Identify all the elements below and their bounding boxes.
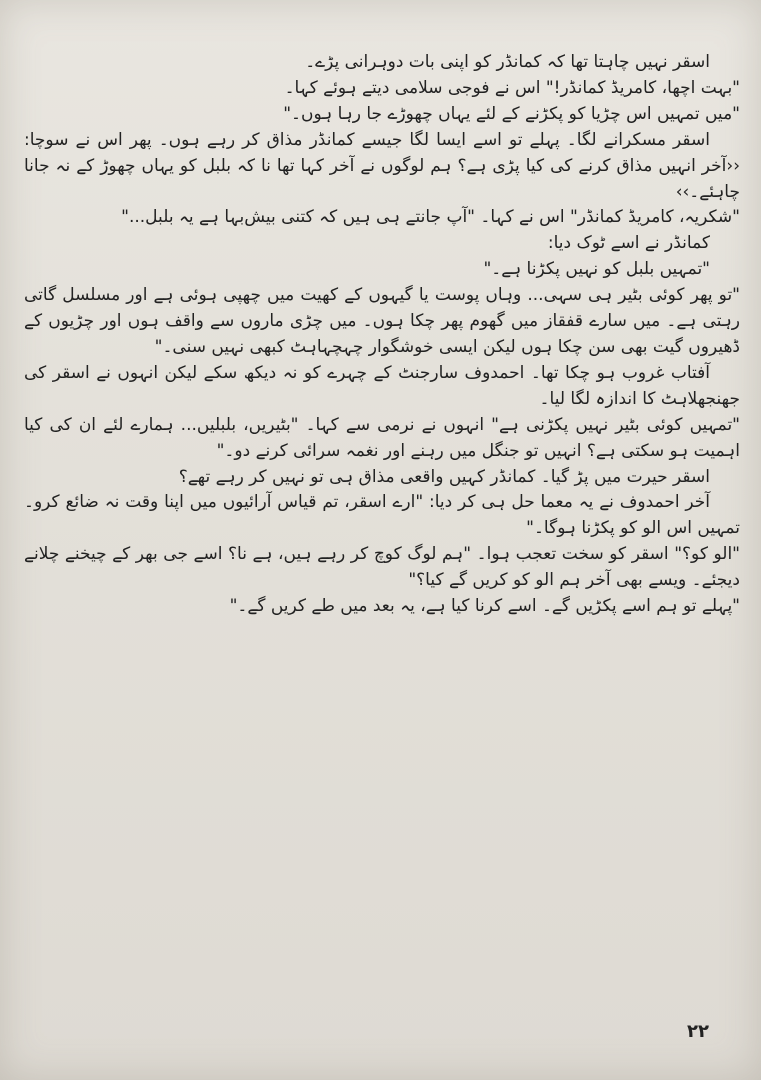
paragraph-7: "تمہیں بلبل کو نہیں پکڑنا ہے۔"	[483, 259, 710, 280]
text-block	[24, 50, 740, 620]
paragraph-12: آخر احمدوف نے یہ معما حل ہی کر دیا: "ارے اسقر، تم قیاس آرائیوں میں اپنا وقت نہ ضائع کرو۔ تمہیں اس الو کو پکڑنا ہوگا۔"	[24, 492, 740, 539]
page-body	[24, 50, 740, 1005]
paragraph-2: "بہت اچھا، کامریڈ کمانڈر!" اس نے فوجی سلامی دیتے ہوئے کہا۔	[284, 77, 740, 98]
paragraph-1: اسقر نہیں چاہتا تھا کہ کمانڈر کو اپنی بات دوہرانی پڑے۔	[305, 52, 710, 72]
paragraph-11: اسقر حیرت میں پڑ گیا۔ کمانڈر کہیں واقعی مذاق ہی تو نہیں کر رہے تھے؟	[178, 466, 710, 487]
paragraph-9: آفتاب غروب ہو چکا تھا۔ احمدوف سارجنٹ کے چہرے کو نہ دیکھ سکے لیکن انہوں نے اسقر کی جھنجھلاہٹ کا اندازہ لگا لیا۔	[24, 362, 740, 409]
paragraph-13: "الو کو؟" اسقر کو سخت تعجب ہوا۔ "ہم لوگ کوچ کر رہے ہیں، ہے نا؟ اسے جی بھر کے چیخنے چلانے دیجئے۔ ویسے بھی آخر ہم الو کو کریں گے کیا؟"	[24, 544, 740, 591]
paragraph-5: "شکریہ، کامریڈ کمانڈر" اس نے کہا۔ "آپ جانتے ہی ہیں کہ کتنی بیش‌بہا ہے یہ بلبل..."	[121, 207, 740, 228]
paragraph-14: "پہلے تو ہم اسے پکڑیں گے۔ اسے کرنا کیا ہے، یہ بعد میں طے کریں گے۔"	[229, 596, 740, 617]
paragraph-4: اسقر مسکرانے لگا۔ پہلے تو اسے ایسا لگا جیسے کمانڈر مذاق کر رہے ہوں۔ پھر اس نے سوچا: ‹‹آخر انہیں مذاق کرنے کی کیا پڑی ہے؟ ہم لوگوں نے آخر کہا تھا نا کہ بلبل کو یہاں چھوڑ کے نہ جانا چاہئے۔››	[24, 129, 740, 202]
paragraph-3: "میں تمہیں اس چڑیا کو پکڑنے کے لئے یہاں چھوڑے جا رہا ہوں۔"	[283, 103, 740, 124]
page-number: ۲۲	[687, 1021, 709, 1042]
paragraph-8: "تو پھر کوئی بٹیر ہی سہی... وہاں پوست یا گیہوں کے کھیت میں چھپی ہوئی ہے اور مسلسل گاتی رہتی ہے۔ میں سارے قفقاز میں گھوم پھر چکا ہوں۔ میں چڑی ماروں سے واقف ہوں اور چڑیوں کے ڈھیروں گیت بھی سن چکا ہوں لیکن ایسی خوشگوار چہچہاہٹ کبھی نہیں سنی۔"	[24, 285, 740, 357]
paragraph-10: "تمہیں کوئی بٹیر نہیں پکڑنی ہے" انہوں نے نرمی سے کہا۔ "بٹیریں، بلبلیں... ہمارے لئے ان کی کیا اہمیت ہو سکتی ہے؟ انہیں تو جنگل میں رہنے اور نغمہ سرائی کرنے دو۔"	[24, 414, 740, 461]
paragraph-6: کمانڈر نے اسے ٹوک دیا:	[547, 233, 710, 254]
